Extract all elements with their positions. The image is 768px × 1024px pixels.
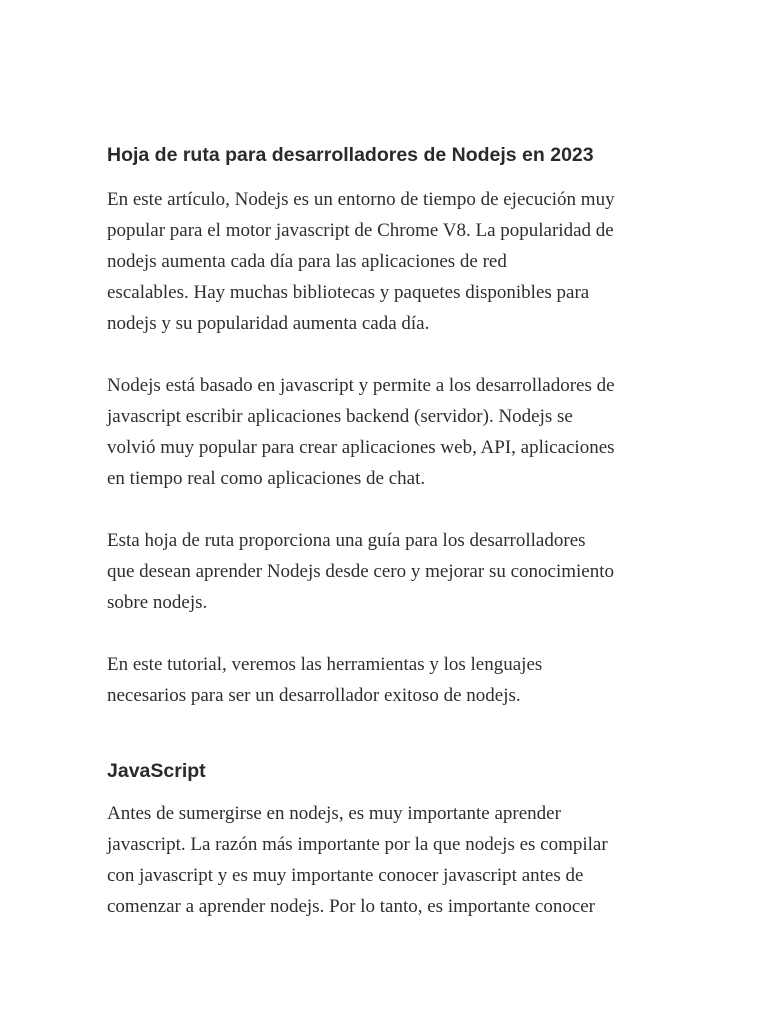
tutorial-overview-paragraph: En este tutorial, veremos las herramientas y los lenguajes necesarios para ser un desarrollador exitoso de nodejs. [107, 654, 543, 706]
roadmap-purpose-paragraph: Esta hoja de ruta proporciona una guía para los desarrolladores que desean aprender Nodejs desde cero y mejorar su conocimiento sobre nodejs. [107, 530, 614, 613]
article-title: Hoja de ruta para desarrolladores de Nodejs en 2023 [107, 144, 594, 166]
section-heading-javascript: JavaScript [107, 760, 206, 782]
javascript-section-paragraph: Antes de sumergirse en nodejs, es muy importante aprender javascript. La razón más importante por la que nodejs es compilar con javascript y es muy importante conocer javascript antes de comenzar a aprender nodejs. Por lo tanto, es importante conocer [107, 803, 608, 917]
document-page [107, 140, 687, 922]
intro-paragraph: En este artículo, Nodejs es un entorno de tiempo de ejecución muy popular para el motor javascript de Chrome V8. La popularidad de nodejs aumenta cada día para las aplicaciones de red escalables. Hay muchas bibliotecas y paquetes disponibles para nodejs y su popularidad aumenta cada día. [107, 189, 615, 334]
nodejs-description-paragraph: Nodejs está basado en javascript y permite a los desarrolladores de javascript escribir aplicaciones backend (servidor). Nodejs se volvió muy popular para crear aplicaciones web, API, aplicaciones en tiempo real como aplicaciones de chat. [107, 375, 615, 489]
